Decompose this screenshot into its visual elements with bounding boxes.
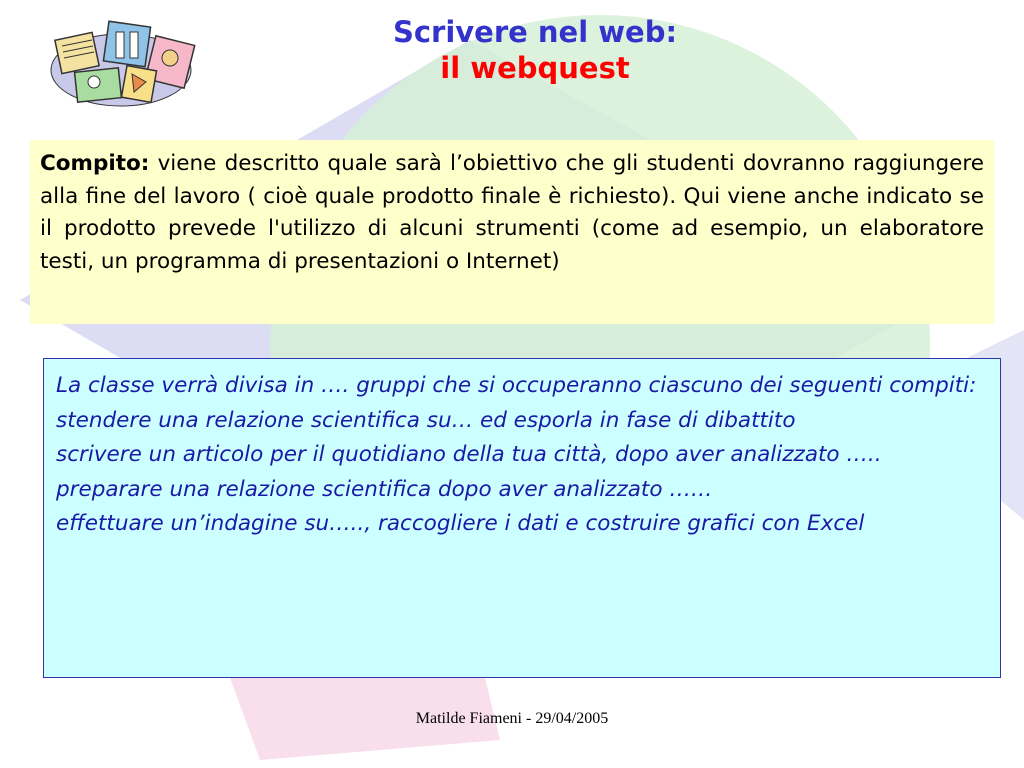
slide-title	[300, 14, 770, 86]
compito-label: Compito:	[40, 151, 150, 176]
tasks-list-box	[43, 358, 1001, 678]
compito-text: viene descritto quale sarà l’obiettivo che gli studenti dovranno raggiungere alla fine del lavoro ( cioè quale prodotto finale è richiesto). Qui viene anche indicato se il prodotto prevede l'utilizzo di alcuni strumenti (come ad esempio, un elaboratore testi, un programma di presentazioni o Internet)	[40, 151, 984, 274]
task-item-relazione-dibattito: stendere una relazione scientifica su… ed esporla in fase di dibattito	[56, 407, 796, 433]
title-line-1: Scrivere nel web:	[392, 15, 678, 49]
task-item-articolo-quotidiano: scrivere un articolo per il quotidiano della tua città, dopo aver analizzato …..	[56, 442, 882, 467]
title-line-2: il webquest	[440, 51, 630, 85]
task-intro: La classe verrà divisa in …. gruppi che si occuperanno ciascuno dei seguenti compiti:	[56, 373, 977, 398]
slide-footer: Matilde Fiameni - 29/04/2005	[415, 710, 609, 727]
compito-description-box	[30, 140, 994, 324]
task-item-relazione-scientifica: preparare una relazione scientifica dopo aver analizzato ……	[56, 476, 713, 502]
school-collage-clipart	[46, 18, 196, 110]
task-item-indagine-excel: effettuare un’indagine su….., raccogliere i dati e costruire grafici con Excel	[56, 511, 865, 536]
